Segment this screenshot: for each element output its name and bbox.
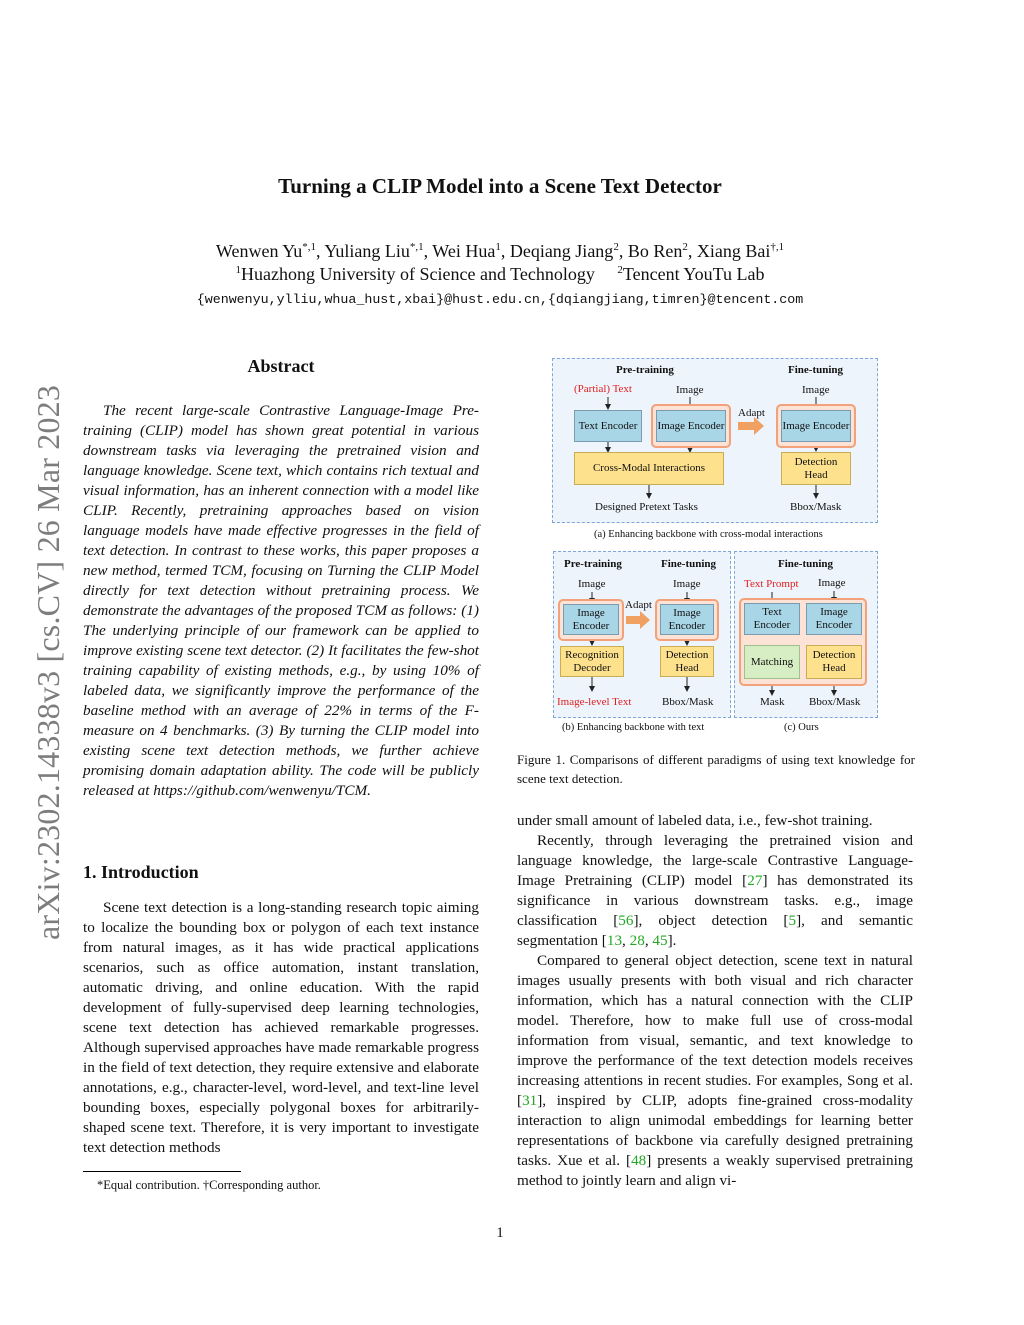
detection-head: Detection Head [660,646,714,677]
label-bbox-mask: Bbox/Mask [809,696,861,708]
label-image-level-text: Image-level Text [557,696,632,708]
citation-link[interactable]: 27 [747,872,763,889]
citation-link[interactable]: 13 [606,932,623,949]
text-encoder: Text Encoder [574,410,642,442]
label-image: Image [578,578,606,590]
label-image: Image [818,577,846,589]
right-column-text [517,811,913,1191]
caption-c: (c) Ours [784,722,819,733]
label-mask: Mask [760,696,785,708]
citation-link[interactable]: 28 [629,932,645,949]
introduction-text: Scene text detection is a long-standing research topic aiming to localize the bounding box or polygon of each text instance from natural images, as it has wide practical applications scenarios, such as office automation, instant translation, automatic driving, and online education. With the rapid development of fully-supervised deep learning technologies, scene text detection has achieved remarkable progresses. Although supervised approaches have made remarkable progress in the field of text detection, they require extensive and elaborate annotations, e.g., character-level, word-level, and text-line level bounding boxes, especially polygonal boxes for arbitrarily-shaped scene text. Therefore, it is very important to investigate text detection methods [83,899,479,1156]
figure-1 [550,355,880,747]
citation-link[interactable]: 48 [631,1152,647,1169]
paragraph: Recently, through leveraging the pretrained vision and language knowledge, the large-scale Contrastive Language-Image Pretraining (CLIP) model [27] has demonstrated its significance in various downstream tasks. e.g., image classification [56], object detection [5], and semantic segmentation [13, 28, 45]. [517,832,914,949]
abstract-text: The recent large-scale Contrastive Language-Image Pre-training (CLIP) model has shown great potential in various downstream tasks via leveraging the pretrained vision and language knowledge. Scene text, which contains rich textual and visual information, has an inherent connection with a model like CLIP. Recently, pretraining approaches based on vision language models have made effective progresses in the field of text detection. In contrast to these works, this paper proposes a new method, termed TCM, focusing on Turning the CLIP Model directly for text detection without pretraining process. We demonstrate the advantages of the proposed TCM as follows: (1) The underlying principle of our framework can be applied to improve existing scene text detector. (2) It facilitates the few-shot training capability of existing methods, e.g., by using 10% of labeled data, we significantly improve the performance of the baseline method with an average of 22% in terms of the F-measure on 4 benchmarks. (3) By turning the CLIP model into existing scene text detection methods, we further achieve promising domain adaptation ability. The code will be publicly released at https://github.com/wenwenyu/TCM. [83,402,479,799]
paper-title: Turning a CLIP Model into a Scene Text Detector [278,174,722,198]
detection-head: Detection Head [806,645,862,679]
citation-link[interactable]: 45 [652,932,668,949]
citation-link[interactable]: 31 [522,1092,538,1109]
label-pre-training: Pre-training [616,364,674,376]
affiliations: $^1$Huazhong University of Science and Technology $^2$Tencent YouTu Lab [235,264,765,284]
label-fine-tuning: Fine-tuning [788,364,844,376]
citation-link[interactable]: 5 [788,912,797,929]
label-text-prompt: Text Prompt [744,578,799,590]
text-encoder: Text Encoder [744,603,800,635]
image-encoder: Image Encoder [656,410,726,442]
section-heading-introduction: 1. Introduction [83,862,199,882]
label-designed-pretext-tasks: Designed Pretext Tasks [595,501,698,513]
image-encoder: Image Encoder [563,604,619,635]
label-fine-tuning: Fine-tuning [661,558,717,570]
label-bbox-mask: Bbox/Mask [790,501,842,513]
label-adapt: Adapt [625,599,652,611]
label-adapt: Adapt [738,407,765,419]
authors-line: Wenwen $Yu^{*,1}$, Yuliang Liu$^{*,1}$, Wei Hua$^1$, Deqiang Jiang$^2$, Bo Ren$^2$, Xiang Bai$^{\dagger,1}$ [215,241,785,261]
abstract-heading: Abstract [247,356,315,376]
caption-a: (a) Enhancing backbone with cross-modal interactions [594,529,823,540]
footnote-rule [83,1171,241,1172]
image-encoder: Image Encoder [806,603,862,635]
label-image: Image [802,384,830,396]
author-emails: {wenwenyu,ylliu,whua_hust,xbai}@hust.edu.cn,{dqiangjiang,timren}@tencent.com [196,292,804,307]
footnote: *Equal contribution. †Corresponding author. [97,1178,321,1192]
label-image: Image [673,578,701,590]
label-pre-training: Pre-training [564,558,622,570]
label-bbox-mask: Bbox/Mask [662,696,714,708]
caption-b: (b) Enhancing backbone with text [562,722,705,733]
paragraph: under small amount of labeled data, i.e., few-shot training. [517,812,873,829]
image-encoder: Image Encoder [781,410,851,442]
author-block [0,240,1000,286]
detection-head: Detection Head [781,452,851,485]
label-image: Image [676,384,704,396]
recognition-decoder: Recognition Decoder [560,646,624,677]
image-encoder: Image Encoder [660,604,714,635]
matching: Matching [744,645,800,679]
label-fine-tuning: Fine-tuning [778,558,834,570]
figure-caption: Figure 1. Comparisons of different paradigms of using text knowledge for scene text detection. [517,752,915,786]
cross-modal-interactions: Cross-Modal Interactions [574,452,724,485]
page-number: 1 [496,1225,504,1241]
paragraph: Compared to general object detection, scene text in natural images usually presents with both visual and rich character information, which has a natural connection with the CLIP model. Therefore, how to make full use of cross-modal information from visual, semantic, and text knowledge to improve the performance of the text detection models receives increasing attentions in recent studies. For examples, Song et al. [31], inspired by CLIP, adopts fine-grained cross-modality interaction to align unimodal embeddings for learning better representations of backbone via carefully designed pretraining tasks. Xue et al. [48] presents a weakly supervised pretraining method to jointly learn and align vi- [517,952,914,1189]
label-partial-text: (Partial) Text [574,383,632,395]
arxiv-stamp: arXiv:2302.14338v3 [cs.CV] 26 Mar 2023 [30,384,66,940]
citation-link[interactable]: 56 [618,912,634,929]
